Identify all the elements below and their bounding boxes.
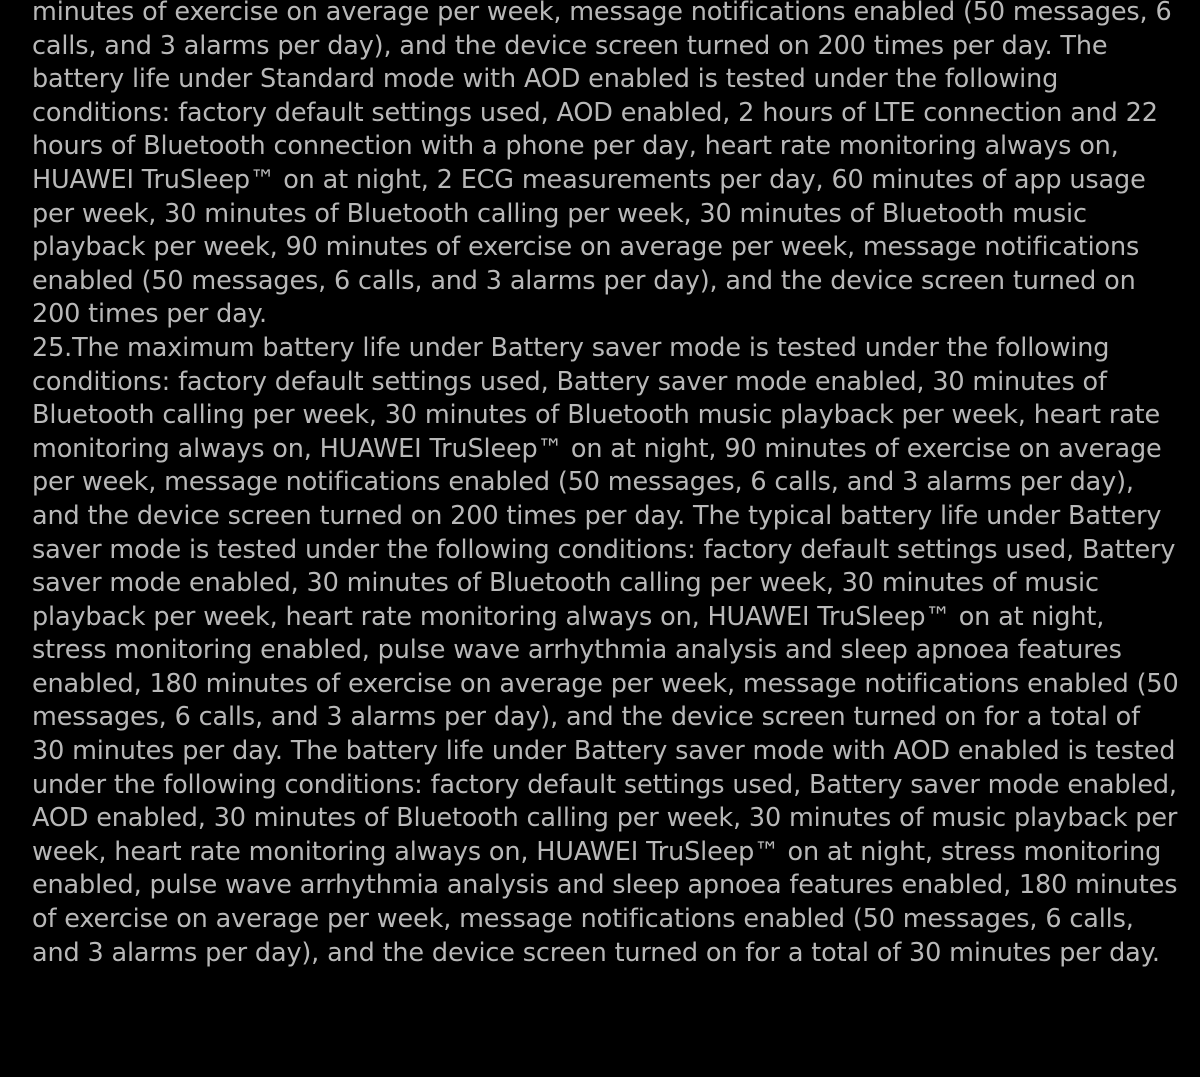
footnotes-text-block: [32, 0, 1180, 970]
footnote-25-paragraph: 25.The maximum battery life under Battery saver mode is tested under the following conditions: factory default settings used, Battery saver mode enabled, 30 minutes of Bluetooth calling per week, 30 minutes of Bluetooth music playback per week, heart rate monitoring always on, HUAWEI TruSleep™ on at night, 90 minutes of exercise on average per week, message notifications enabled (50 messages, 6 calls, and 3 alarms per day), and the device screen turned on 200 times per day. The typical battery life under Battery saver mode is tested under the following conditions: factory default settings used, Battery saver mode enabled, 30 minutes of Bluetooth calling per week, 30 minutes of music playback per week, heart rate monitoring always on, HUAWEI TruSleep™ on at night, stress monitoring enabled, pulse wave arrhythmia analysis and sleep apnoea features enabled, 180 minutes of exercise on average per week, message notifications enabled (50 messages, 6 calls, and 3 alarms per day), and the device screen turned on for a total of 30 minutes per day. The battery life under Battery saver mode with AOD enabled is tested under the following conditions: factory default settings used, Battery saver mode enabled, AOD enabled, 30 minutes of Bluetooth calling per week, 30 minutes of music playback per week, heart rate monitoring always on, HUAWEI TruSleep™ on at night, stress monitoring enabled, pulse wave arrhythmia analysis and sleep apnoea features enabled, 180 minutes of exercise on average per week, message notifications enabled (50 messages, 6 calls, and 3 alarms per day), and the device screen turned on for a total of 30 minutes per day.: [32, 332, 1179, 968]
footnote-continued-paragraph: minutes of exercise on average per week, message notifications enabled (50 messages, 6 calls, and 3 alarms per day), and the device screen turned on 200 times per day. The battery life under Standard mode with AOD enabled is tested under the following conditions: factory default settings used, AOD enabled, 2 hours of LTE connection and 22 hours of Bluetooth connection with a phone per day, heart rate monitoring always on, HUAWEI TruSleep™ on at night, 2 ECG measurements per day, 60 minutes of app usage per week, 30 minutes of Bluetooth calling per week, 30 minutes of Bluetooth music playback per week, 90 minutes of exercise on average per week, message notifications enabled (50 messages, 6 calls, and 3 alarms per day), and the device screen turned on 200 times per day.: [32, 0, 1172, 330]
